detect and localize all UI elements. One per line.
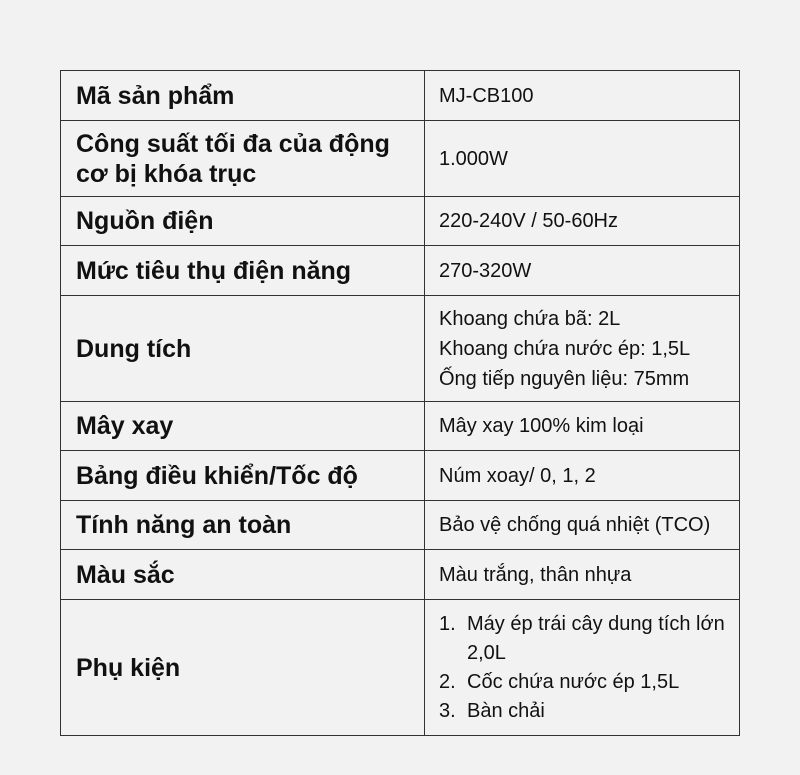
list-number: 3. <box>439 699 456 722</box>
row-value-safety <box>425 501 740 550</box>
value-line: 220-240V / 50-60Hz <box>439 210 619 232</box>
row-value-power-source <box>425 197 740 246</box>
table-row <box>61 296 740 402</box>
row-label-power-consumption: Mức tiêu thụ điện năng <box>61 246 425 296</box>
row-value-control-speed <box>425 451 740 501</box>
table-row <box>61 197 740 246</box>
value-line: MJ-CB100 <box>439 84 534 107</box>
row-label-product-code: Mã sản phẩm <box>61 71 425 121</box>
row-label-power-source: Nguồn điện <box>61 197 425 246</box>
row-value-power-consumption <box>425 246 740 296</box>
value-line: Mây xay 100% kim loại <box>439 415 644 437</box>
row-label-safety: Tính năng an toàn <box>61 501 425 550</box>
table-row <box>61 451 740 501</box>
row-label-capacity: Dung tích <box>61 296 425 402</box>
list-text: Cốc chứa nước ép 1,5L <box>467 670 680 693</box>
row-value-product-code <box>425 71 740 121</box>
row-label-color: Màu sắc <box>61 550 425 600</box>
row-value-blade <box>425 402 740 451</box>
row-label-control-speed: Bảng điều khiển/Tốc độ <box>61 451 425 501</box>
table-row <box>61 600 740 736</box>
list-number: 1. <box>439 612 456 635</box>
list-text: Máy ép trái cây dung tích lớn 2,0L <box>467 612 725 664</box>
table-row <box>61 121 740 197</box>
value-line: Ống tiếp nguyên liệu: 75mm <box>439 367 690 390</box>
value-line: Núm xoay/ 0, 1, 2 <box>439 464 596 487</box>
list-item <box>439 610 735 668</box>
accessories-list <box>439 610 735 726</box>
row-value-accessories <box>425 600 740 736</box>
value-line: Khoang chứa nước ép: 1,5L <box>439 337 691 360</box>
value-line: Khoang chứa bã: 2L <box>439 307 621 330</box>
row-value-capacity <box>425 296 740 402</box>
value-line: 270-320W <box>439 259 532 282</box>
row-label-max-motor-power: Công suất tối đa của động cơ bị khóa trục <box>61 121 425 197</box>
table-row <box>61 246 740 296</box>
row-value-color <box>425 550 740 600</box>
list-number: 2. <box>439 670 456 693</box>
table-row <box>61 402 740 451</box>
spec-table <box>60 70 740 736</box>
value-line: Màu trắng, thân nhựa <box>439 563 632 586</box>
value-line: Bảo vệ chống quá nhiệt (TCO) <box>439 514 711 536</box>
table-row <box>61 550 740 600</box>
row-value-max-motor-power <box>425 121 740 197</box>
list-item <box>439 668 735 697</box>
table-row <box>61 71 740 121</box>
list-text: Bàn chải <box>467 699 545 722</box>
row-label-blade: Mây xay <box>61 402 425 451</box>
list-item <box>439 697 735 726</box>
value-line: 1.000W <box>439 147 508 170</box>
table-row <box>61 501 740 550</box>
row-label-accessories: Phụ kiện <box>61 600 425 736</box>
